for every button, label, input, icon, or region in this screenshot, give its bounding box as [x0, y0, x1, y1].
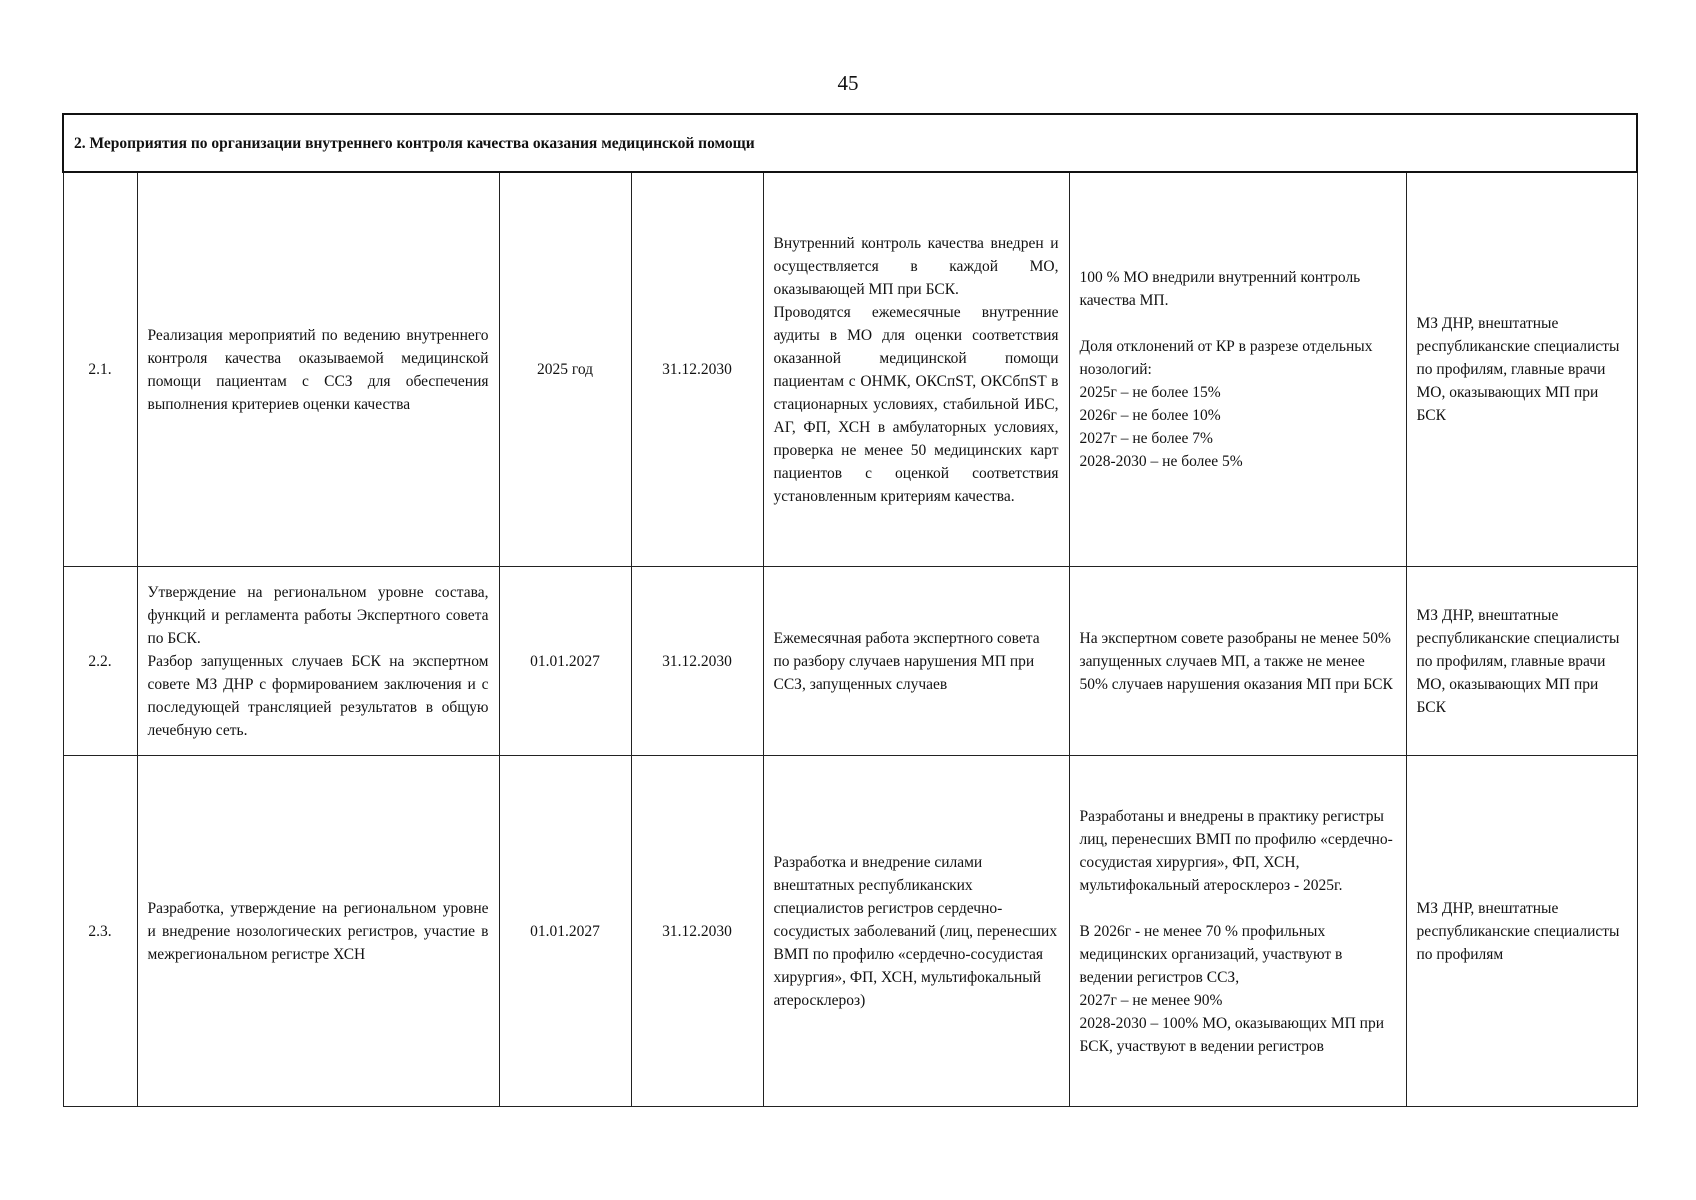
- row-number: 2.1.: [63, 172, 137, 567]
- description-cell: Внутренний контроль качества внедрен и осуществляется в каждой МО, оказывающей МП при БСК. Проводятся ежемесячные внутренние аудиты в МО для оценки соответствия оказанной медицинской помощи пациентам с ОНМК, ОКСпST, ОКСбпST в стационарных условиях, стабильной ИБС, АГ, ФП, ХСН в амбулаторных условиях, проверка не менее 50 медицинских карт пациентов с оценкой соответствия установленным критериям качества.: [763, 172, 1069, 567]
- responsible-cell: МЗ ДНР, внештатные республиканские специалисты по профилям: [1406, 756, 1637, 1107]
- end-date-cell: 31.12.2030: [631, 756, 763, 1107]
- activity-cell: Реализация мероприятий по ведению внутреннего контроля качества оказываемой медицинской помощи пациентам с ССЗ для обеспечения выполнения критериев оценки качества: [137, 172, 499, 567]
- section-title: 2. Мероприятия по организации внутреннего контроля качества оказания медицинской помощи: [63, 114, 1637, 172]
- description-cell: Разработка и внедрение силами внештатных республиканских специалистов регистров сердечно-сосудистых заболеваний (лиц, перенесших ВМП по профилю «сердечно-сосудистая хирургия», ФП, ХСН, мультифокальный атеросклероз): [763, 756, 1069, 1107]
- page-number: 45: [837, 71, 859, 95]
- responsible-cell: МЗ ДНР, внештатные республиканские специалисты по профилям, главные врачи МО, оказывающих МП при БСК: [1406, 567, 1637, 756]
- result-cell: Разработаны и внедрены в практику регистры лиц, перенесших ВМП по профилю «сердечно-сосудистая хирургия», ФП, ХСН, мультифокальный атеросклероз - 2025г. В 2026г - не менее 70 % профильных медицинских организаций, участвуют в ведении регистров ССЗ, 2027г – не менее 90% 2028-2030 – 100% МО, оказывающих МП при БСК, участвуют в ведении регистров: [1069, 756, 1406, 1107]
- description-cell: Ежемесячная работа экспертного совета по разбору случаев нарушения МП при ССЗ, запущенных случаев: [763, 567, 1069, 756]
- row-number: 2.3.: [63, 756, 137, 1107]
- start-date-cell: 2025 год: [499, 172, 631, 567]
- end-date-cell: 31.12.2030: [631, 172, 763, 567]
- end-date-cell: 31.12.2030: [631, 567, 763, 756]
- table-row: [63, 172, 1637, 567]
- responsible-cell: МЗ ДНР, внештатные республиканские специалисты по профилям, главные врачи МО, оказывающих МП при БСК: [1406, 172, 1637, 567]
- row-number: 2.2.: [63, 567, 137, 756]
- start-date-cell: 01.01.2027: [499, 567, 631, 756]
- activity-cell: Разработка, утверждение на региональном уровне и внедрение нозологических регистров, участие в межрегиональном регистре ХСН: [137, 756, 499, 1107]
- table-row: [63, 756, 1637, 1107]
- activities-table: [62, 113, 1638, 1107]
- section-header-row: [63, 114, 1637, 172]
- result-cell: На экспертном совете разобраны не менее 50% запущенных случаев МП, а также не менее 50% случаев нарушения оказания МП при БСК: [1069, 567, 1406, 756]
- table-row: [63, 567, 1637, 756]
- activity-cell: Утверждение на региональном уровне состава, функций и регламента работы Экспертного совета по БСК. Разбор запущенных случаев БСК на экспертном совете МЗ ДНР с формированием заключения и с последующей трансляцией результатов в общую лечебную сеть.: [137, 567, 499, 756]
- result-cell: 100 % МО внедрили внутренний контроль качества МП. Доля отклонений от КР в разрезе отдельных нозологий: 2025г – не более 15% 2026г – не более 10% 2027г – не более 7% 2028-2030 – не более 5%: [1069, 172, 1406, 567]
- start-date-cell: 01.01.2027: [499, 756, 631, 1107]
